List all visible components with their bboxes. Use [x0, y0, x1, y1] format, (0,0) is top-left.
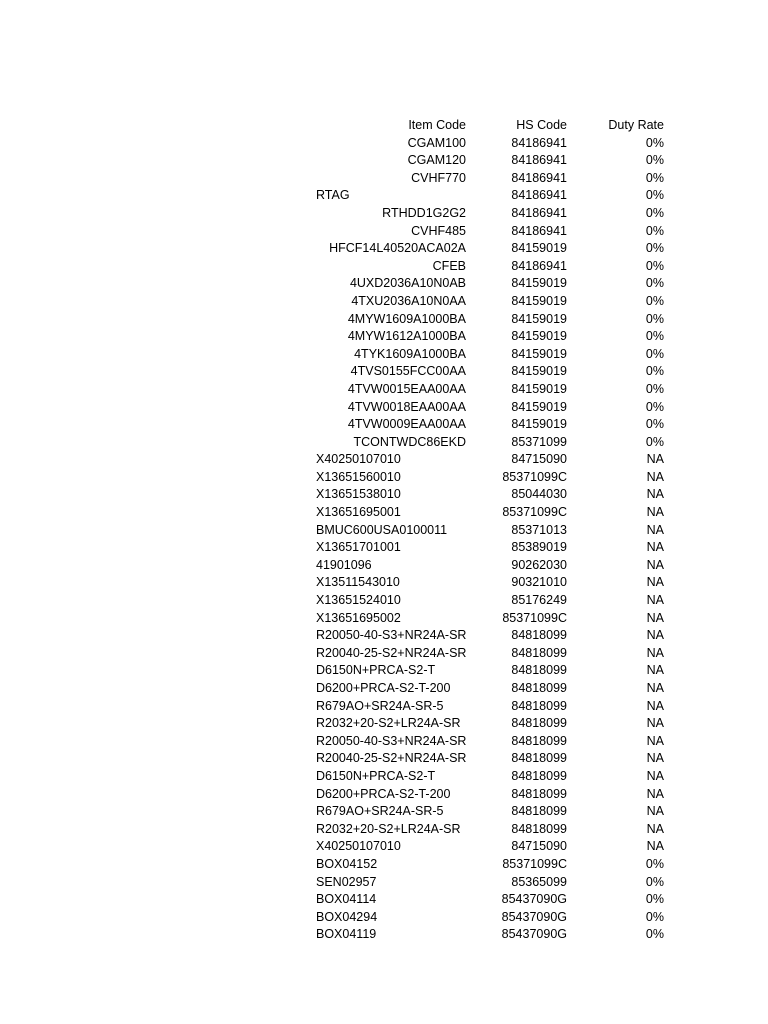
duty-rate-cell: NA: [646, 733, 664, 748]
item-code-cell: BMUC600USA0100011: [316, 522, 448, 537]
hs-code-cell: 84818099: [511, 681, 567, 695]
duty-rate-cell: NA: [646, 821, 664, 836]
table-row: [312, 662, 672, 680]
table-row: [312, 434, 672, 452]
item-code-cell: 4TYK1609A1000BA: [354, 346, 466, 361]
duty-rate-cell: NA: [646, 768, 664, 783]
duty-rate-cell: 0%: [645, 293, 664, 308]
table-row: [312, 698, 672, 716]
table-row: [312, 680, 672, 698]
spreadsheet-table: [312, 117, 672, 944]
table-row: [312, 574, 672, 592]
table-row: [312, 522, 672, 540]
hs-code-cell: 85371013: [511, 522, 567, 537]
hs-code-cell: 84159019: [511, 417, 567, 432]
item-code-cell: R20050-40-S3+NR24A-SR: [316, 628, 467, 643]
hs-code-cell: 85044030: [511, 487, 567, 502]
hs-code-cell: 84186941: [511, 188, 567, 203]
hs-code-cell: 84159019: [511, 311, 567, 326]
duty-rate-cell: NA: [646, 522, 664, 537]
hs-code-cell: 84818099: [511, 628, 567, 643]
table-row: [312, 328, 672, 346]
hs-code-cell: 84159019: [511, 276, 567, 291]
hs-code-cell: 84159019: [511, 346, 567, 361]
table-row: [312, 750, 672, 768]
item-code-cell: D6150N+PRCA-S2-T: [316, 663, 436, 678]
duty-rate-cell: 0%: [645, 329, 664, 344]
duty-rate-cell: 0%: [645, 434, 664, 449]
duty-rate-cell: NA: [646, 698, 664, 713]
duty-rate-cell: NA: [646, 540, 664, 555]
item-code-cell: RTAG: [316, 188, 350, 203]
hs-code-cell: 85371099C: [502, 505, 567, 520]
hs-code-cell: 84186941: [511, 223, 567, 238]
duty-rate-cell: 0%: [645, 188, 664, 203]
hs-code-cell: 90262030: [511, 557, 567, 572]
item-code-cell: R20040-25-S2+NR24A-SR: [316, 751, 467, 766]
table-row: [312, 293, 672, 311]
table-row: [312, 135, 672, 153]
table-row: [312, 170, 672, 188]
duty-rate-cell: NA: [646, 716, 664, 731]
duty-rate-cell: 0%: [645, 205, 664, 220]
hs-code-cell: 85365099: [511, 874, 567, 889]
table-row: [312, 891, 672, 909]
hs-code-cell: 84186941: [511, 153, 567, 168]
hs-code-cell: 84186941: [511, 135, 567, 150]
table-row: [312, 152, 672, 170]
duty-rate-cell: NA: [646, 593, 664, 608]
table-row: [312, 240, 672, 258]
item-code-cell: R20050-40-S3+NR24A-SR: [316, 733, 467, 748]
hs-code-cell: 84818099: [511, 804, 567, 819]
table-row: [312, 346, 672, 364]
item-code-cell: X13651538010: [316, 487, 401, 502]
hs-code-cell: 84818099: [511, 663, 567, 678]
duty-rate-cell: NA: [646, 645, 664, 660]
duty-rate-cell: NA: [646, 804, 664, 819]
duty-rate-cell: NA: [646, 751, 664, 766]
item-code-cell: 4UXD2036A10N0AB: [349, 276, 466, 291]
item-code-cell: X40250107010: [316, 839, 401, 854]
hs-code-cell: 85371099C: [502, 469, 567, 484]
item-code-cell: 41901096: [316, 557, 372, 572]
hs-code-cell: 84159019: [511, 399, 567, 414]
duty-rate-cell: 0%: [645, 153, 664, 168]
hs-code-cell: 85437090G: [501, 909, 567, 924]
hs-code-cell: 84818099: [511, 698, 567, 713]
item-code-cell: CVHF485: [411, 223, 466, 238]
hs-code-cell: 84159019: [511, 364, 567, 379]
table-row: [312, 381, 672, 399]
item-code-cell: BOX04152: [316, 856, 378, 871]
item-code-cell: 4MYW1609A1000BA: [347, 311, 466, 326]
duty-rate-cell: 0%: [645, 170, 664, 185]
hs-code-cell: 85371099C: [502, 856, 567, 871]
duty-rate-cell: 0%: [645, 276, 664, 291]
table-row: [312, 416, 672, 434]
duty-rate-cell: NA: [646, 786, 664, 801]
item-code-cell: CFEB: [432, 258, 466, 273]
item-code-cell: CGAM100: [407, 135, 466, 150]
hs-code-cell: 84186941: [511, 205, 567, 220]
table-body: [312, 135, 672, 944]
item-code-cell: X40250107010: [316, 452, 401, 467]
table-row: [312, 539, 672, 557]
table-row: [312, 504, 672, 522]
duty-rate-cell: 0%: [645, 399, 664, 414]
duty-rate-cell: 0%: [645, 381, 664, 396]
hs-code-cell: 84186941: [511, 258, 567, 273]
item-code-cell: D6150N+PRCA-S2-T: [316, 768, 436, 783]
hs-code-cell: 84715090: [511, 452, 567, 467]
hs-code-cell: 85371099C: [502, 610, 567, 625]
hs-code-cell: 84715090: [511, 839, 567, 854]
duty-rate-cell: NA: [646, 839, 664, 854]
hs-code-cell: 84159019: [511, 293, 567, 308]
table-row: [312, 205, 672, 223]
hs-code-cell: 84818099: [511, 645, 567, 660]
hs-code-cell: 84818099: [511, 786, 567, 801]
item-code-cell: TCONTWDC86EKD: [353, 434, 466, 449]
hs-code-cell: 84818099: [511, 751, 567, 766]
item-code-cell: CGAM120: [407, 153, 466, 168]
duty-rate-cell: NA: [646, 663, 664, 678]
table-row: [312, 486, 672, 504]
hs-code-cell: 84818099: [511, 821, 567, 836]
hs-code-cell: 84159019: [511, 381, 567, 396]
item-code-cell: 4TVW0015EAA00AA: [347, 381, 466, 396]
table-row: [312, 838, 672, 856]
item-code-cell: X13511543010: [316, 575, 400, 590]
duty-rate-cell: 0%: [645, 241, 664, 256]
item-code-cell: D6200+PRCA-S2-T-200: [316, 786, 451, 801]
item-code-cell: 4TVS0155FCC00AA: [350, 364, 466, 379]
duty-rate-cell: 0%: [645, 135, 664, 150]
table-row: [312, 557, 672, 575]
duty-rate-cell: NA: [646, 505, 664, 520]
table-row: [312, 258, 672, 276]
table-row: [312, 187, 672, 205]
duty-rate-cell: 0%: [645, 927, 664, 942]
item-code-cell: D6200+PRCA-S2-T-200: [316, 681, 451, 695]
header-hs-code: HS Code: [516, 118, 567, 132]
duty-rate-cell: NA: [646, 681, 664, 695]
table-row: [312, 715, 672, 733]
header-duty-rate: Duty Rate: [608, 118, 664, 132]
hs-code-cell: 85176249: [511, 593, 567, 608]
item-code-cell: HFCF14L40520ACA02A: [329, 241, 466, 256]
duty-rate-cell: 0%: [645, 311, 664, 326]
item-code-cell: R679AO+SR24A-SR-5: [316, 804, 444, 819]
item-code-cell: 4TVW0018EAA00AA: [347, 399, 466, 414]
table-row: [312, 786, 672, 804]
duty-rate-cell: NA: [646, 610, 664, 625]
table-row: [312, 223, 672, 241]
hs-code-cell: 84159019: [511, 241, 567, 256]
hs-code-cell: 84186941: [511, 170, 567, 185]
item-code-cell: R2032+20-S2+LR24A-SR: [316, 716, 461, 731]
table-row: [312, 610, 672, 628]
duty-rate-cell: 0%: [645, 874, 664, 889]
table-row: [312, 821, 672, 839]
header-item-code: Item Code: [408, 118, 466, 132]
duty-rate-cell: 0%: [645, 223, 664, 238]
item-code-cell: BOX04119: [316, 927, 377, 942]
item-code-cell: 4TXU2036A10N0AA: [351, 293, 466, 308]
table-row: [312, 363, 672, 381]
duty-rate-cell: 0%: [645, 856, 664, 871]
hs-code-cell: 84159019: [511, 329, 567, 344]
duty-rate-cell: 0%: [645, 909, 664, 924]
item-code-cell: X13651701001: [316, 540, 401, 555]
hs-code-cell: 85437090G: [501, 892, 567, 907]
duty-rate-cell: NA: [646, 487, 664, 502]
table-row: [312, 311, 672, 329]
duty-rate-cell: 0%: [645, 364, 664, 379]
item-code-cell: R2032+20-S2+LR24A-SR: [316, 821, 461, 836]
duty-rate-cell: 0%: [645, 258, 664, 273]
table-row: [312, 909, 672, 927]
item-code-cell: R679AO+SR24A-SR-5: [316, 698, 444, 713]
duty-rate-cell: NA: [646, 469, 664, 484]
hs-code-cell: 85437090G: [501, 927, 567, 942]
table-row: [312, 592, 672, 610]
table-row: [312, 275, 672, 293]
hs-code-cell: 85371099: [511, 434, 567, 449]
duty-rate-cell: 0%: [645, 417, 664, 432]
duty-rate-cell: NA: [646, 557, 664, 572]
table-row: [312, 469, 672, 487]
item-code-cell: RTHDD1G2G2: [382, 205, 466, 220]
table-row: [312, 874, 672, 892]
table-row: [312, 733, 672, 751]
table-row: [312, 856, 672, 874]
hs-code-cell: 85389019: [511, 540, 567, 555]
header-row: [312, 117, 672, 135]
item-code-cell: X13651560010: [316, 469, 401, 484]
table-row: [312, 451, 672, 469]
item-code-cell: 4TVW0009EAA00AA: [347, 417, 466, 432]
item-code-cell: BOX04294: [316, 909, 378, 924]
table-row: [312, 768, 672, 786]
table-row: [312, 645, 672, 663]
duty-rate-cell: 0%: [645, 892, 664, 907]
table-row: [312, 803, 672, 821]
hs-code-cell: 90321010: [511, 575, 567, 590]
item-code-cell: X13651695001: [316, 505, 401, 520]
duty-rate-cell: 0%: [645, 346, 664, 361]
duty-rate-cell: NA: [646, 628, 664, 643]
table-row: [312, 926, 672, 944]
duty-rate-cell: NA: [646, 575, 664, 590]
hs-code-cell: 84818099: [511, 716, 567, 731]
item-code-cell: SEN02957: [316, 874, 377, 889]
item-code-cell: R20040-25-S2+NR24A-SR: [316, 645, 467, 660]
item-code-cell: CVHF770: [411, 170, 466, 185]
table-row: [312, 627, 672, 645]
duty-rate-cell: NA: [646, 452, 664, 467]
hs-code-cell: 84818099: [511, 733, 567, 748]
item-code-cell: X13651695002: [316, 610, 401, 625]
item-code-cell: 4MYW1612A1000BA: [347, 329, 466, 344]
item-code-cell: X13651524010: [316, 593, 401, 608]
table-row: [312, 399, 672, 417]
hs-code-cell: 84818099: [511, 768, 567, 783]
item-code-cell: BOX04114: [316, 892, 377, 907]
